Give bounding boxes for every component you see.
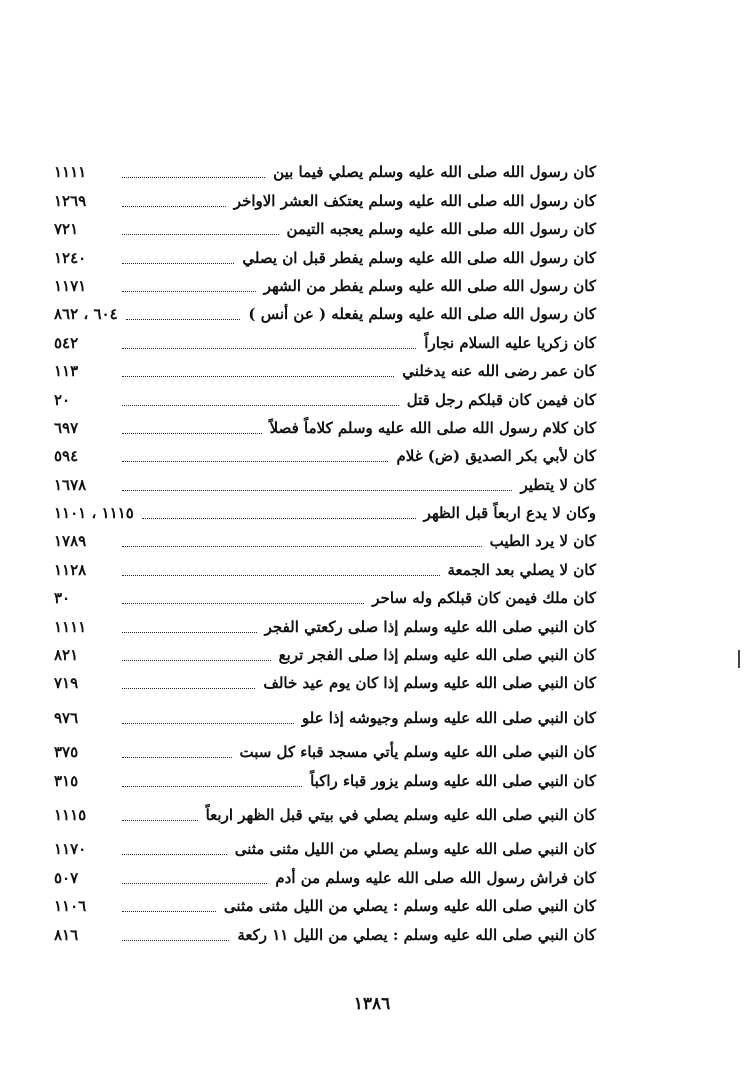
entry-pages: ٦٩٧ (54, 418, 79, 437)
entry-pages: ١١١١ (54, 163, 87, 182)
dot-leader (122, 786, 302, 787)
index-entry (54, 639, 596, 667)
entry-title: كان ملك فيمن كان قبلكم وله ساحر (372, 589, 596, 608)
index-entry (54, 833, 596, 861)
dot-leader (122, 376, 394, 377)
entry-title: كان النبي صلى الله عليه وسلم يأتي مسجد قباء كل سبت (239, 743, 596, 762)
index-entry (54, 440, 596, 468)
index-entry (54, 582, 596, 610)
dot-leader (122, 723, 294, 724)
entry-title: كان النبي صلى الله عليه وسلم إذا كان يوم عيد خالف (263, 674, 596, 693)
entry-pages: ٧١٩ (54, 674, 79, 693)
index-entry (54, 525, 596, 553)
dot-leader (122, 911, 216, 912)
dot-leader (122, 854, 227, 855)
entry-pages: ١٦٧٨ (54, 475, 87, 494)
index-entry (54, 326, 596, 354)
dot-leader (122, 263, 234, 264)
entry-title: كان النبي صلى الله عليه وسلم : يصلي من الليل ١١ ركعة (237, 925, 596, 944)
entry-pages: ١١١٥ (54, 805, 87, 824)
dot-leader (122, 433, 262, 434)
index-entry (54, 701, 596, 729)
index-entry (54, 497, 596, 525)
entry-title: كان عمر رضى الله عنه يدخلني (402, 362, 596, 381)
index-entry (54, 764, 596, 792)
entry-pages: ٣٠ (54, 589, 71, 608)
dot-leader (122, 632, 257, 633)
entry-title: كان النبي صلى الله عليه وسلم يصلي في بيتي قبل الظهر اربعاً (205, 805, 596, 824)
entry-title: كان النبي صلى الله عليه وسلم وجيوشه إذا علو (301, 708, 596, 727)
entry-title: كان فيمن كان قبلكم رجل قتل (406, 390, 596, 409)
dot-leader (122, 490, 512, 491)
page-number: ١٣٨٦ (353, 994, 391, 1014)
dot-leader (122, 940, 229, 941)
entry-title: كان رسول الله صلى الله عليه وسلم يصلي فيما بين (273, 163, 596, 182)
entry-pages: ٣٧٥ (54, 743, 79, 762)
entry-pages: ١٧٨٩ (54, 532, 87, 551)
entry-title: كان فراش رسول الله صلى الله عليه وسلم من أدم (275, 868, 596, 887)
entry-title: كان لأبي بكر الصديق (ض) غلام (396, 447, 596, 466)
index-entry (54, 736, 596, 764)
entry-pages: ١٢٦٩ (54, 191, 87, 210)
dot-leader (126, 319, 241, 320)
dot-leader (122, 820, 198, 821)
entry-pages: ٨١٦ (54, 925, 79, 944)
entry-title: كان النبي صلى الله عليه وسلم يصلي من الليل مثنى مثنى (234, 840, 596, 859)
entry-pages: ٥٩٤ (54, 447, 79, 466)
entry-title: كان رسول الله صلى الله عليه وسلم يفعله ( عن أنس ) (248, 305, 596, 324)
index-entry (54, 355, 596, 383)
entry-pages: ١١٧١ (54, 276, 87, 295)
entry-pages: ١١١٥ ، ١١٠١ (54, 504, 134, 523)
index-entry (54, 270, 596, 298)
dot-leader (122, 461, 388, 462)
dot-leader (122, 206, 226, 207)
dot-leader (142, 518, 416, 519)
entry-title: كان النبي صلى الله عليه وسلم إذا صلى ركعتي الفجر (264, 617, 596, 636)
entry-title: كان رسول الله صلى الله عليه وسلم يفطر من الشهر (263, 276, 596, 295)
entry-pages: ١١٧٠ (54, 840, 87, 859)
dot-leader (122, 575, 440, 576)
dot-leader (122, 234, 279, 235)
entry-pages: ١٢٤٠ (54, 248, 87, 267)
dot-leader (122, 603, 364, 604)
index-entry (54, 553, 596, 581)
margin-scan-mark (738, 650, 740, 668)
index-entry (54, 667, 596, 695)
entry-title: كان النبي صلى الله عليه وسلم إذا صلى الفجر تربع (278, 646, 596, 665)
entry-pages: ٣١٥ (54, 771, 79, 790)
dot-leader (122, 546, 482, 547)
dot-leader (122, 405, 399, 406)
index-list (54, 156, 596, 947)
index-entry (54, 213, 596, 241)
entry-title: وكان لا يدع اربعاً قبل الظهر (423, 504, 596, 523)
index-entry (54, 918, 596, 946)
dot-leader (122, 660, 271, 661)
index-entry (54, 799, 596, 827)
dot-leader (122, 688, 255, 689)
index-entry (54, 241, 596, 269)
entry-pages: ١١٣ (54, 362, 79, 381)
entry-pages: ١١١١ (54, 617, 87, 636)
index-entry (54, 861, 596, 889)
entry-pages: ٦٠٤ ، ٨٦٢ (54, 305, 118, 324)
entry-title: كان كلام رسول الله صلى الله عليه وسلم كلاماً فصلاً (269, 418, 596, 437)
index-entry (54, 184, 596, 212)
entry-pages: ٩٧٦ (54, 708, 79, 727)
entry-title: كان رسول الله صلى الله عليه وسلم يعجبه التيمن (286, 220, 596, 239)
entry-pages: ٥٤٢ (54, 333, 79, 352)
dot-leader (122, 291, 256, 292)
entry-title: كان زكريا عليه السلام نجاراً (424, 333, 596, 352)
entry-title: كان النبي صلى الله عليه وسلم : يصلي من الليل مثنى مثنى (223, 897, 596, 916)
entry-pages: ٥٠٧ (54, 868, 79, 887)
dot-leader (122, 177, 265, 178)
index-entry (54, 468, 596, 496)
entry-title: كان لا يرد الطيب (489, 532, 596, 551)
entry-title: كان لا يتطير (520, 475, 596, 494)
entry-title: كان رسول الله صلى الله عليه وسلم يفطر قبل ان يصلي (242, 248, 596, 267)
entry-title: كان لا يصلي بعد الجمعة (447, 560, 596, 579)
entry-pages: ٢٠ (54, 390, 71, 409)
entry-title: كان رسول الله صلى الله عليه وسلم يعتكف العشر الاواخر (233, 191, 596, 210)
entry-pages: ١١٢٨ (54, 560, 87, 579)
index-entry (54, 156, 596, 184)
index-entry (54, 890, 596, 918)
dot-leader (122, 348, 416, 349)
index-entry (54, 610, 596, 638)
entry-pages: ٨٢١ (54, 646, 79, 665)
index-entry (54, 298, 596, 326)
index-entry (54, 383, 596, 411)
entry-pages: ١١٠٦ (54, 897, 87, 916)
entry-title: كان النبي صلى الله عليه وسلم يزور قباء راكباً (310, 771, 596, 790)
dot-leader (122, 757, 232, 758)
dot-leader (122, 883, 267, 884)
entry-pages: ٧٢١ (54, 220, 79, 239)
index-entry (54, 412, 596, 440)
